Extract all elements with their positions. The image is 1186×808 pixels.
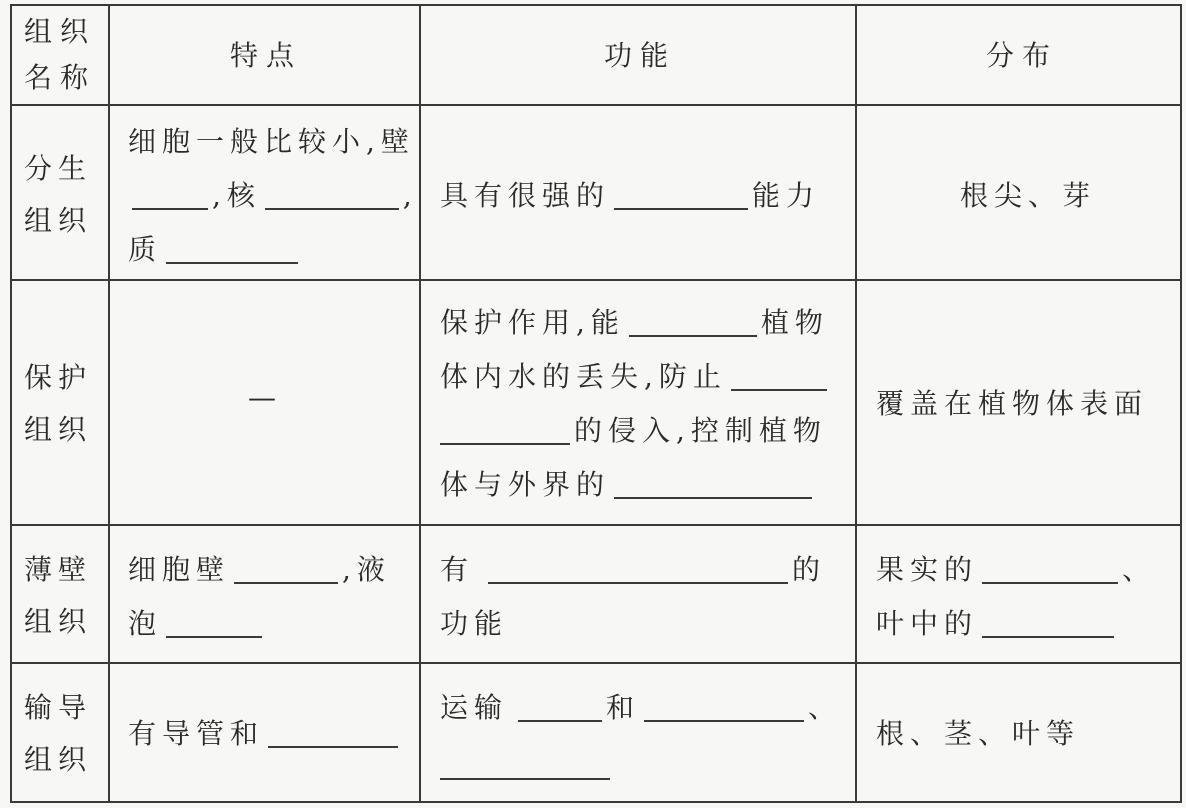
row1-feature-comma: , — [402, 179, 418, 212]
row1-name-line2: 组织 — [24, 204, 93, 237]
fill-blank[interactable] — [614, 471, 812, 499]
row-divider — [10, 662, 1182, 664]
row4-function-line2 — [440, 752, 614, 780]
column-divider — [108, 4, 110, 803]
row2-function-invasion: 的侵入,控制植物 — [574, 414, 827, 447]
fill-blank[interactable] — [166, 610, 262, 638]
fill-blank[interactable] — [518, 694, 602, 722]
row4-function-line1 — [440, 691, 843, 724]
row1-feature-core: ,核 — [212, 179, 261, 212]
row1-function — [440, 179, 821, 212]
column-divider — [419, 4, 421, 803]
row3-function-have: 有 — [440, 553, 475, 586]
row2-function-text: 保护作用,能 — [440, 306, 625, 339]
fill-blank[interactable] — [440, 752, 610, 780]
row3-function-line2: 功能 — [440, 607, 509, 640]
row2-function-plant: 植物 — [760, 306, 829, 339]
fill-blank[interactable] — [440, 417, 570, 445]
row1-function-text: 具有很强的 — [440, 179, 611, 212]
fill-blank[interactable] — [614, 182, 748, 210]
header-name-line2: 名称 — [24, 61, 97, 94]
row3-distribution-sep: 、 — [1122, 553, 1157, 586]
header-distribution: 分布 — [986, 39, 1059, 72]
fill-blank[interactable] — [265, 182, 399, 210]
fill-blank[interactable] — [644, 694, 804, 722]
row4-function-sep: 、 — [808, 691, 843, 724]
header-name-line1: 组织 — [24, 15, 97, 48]
header-function: 功能 — [604, 39, 677, 72]
row2-function-line3 — [440, 414, 827, 447]
fill-blank[interactable] — [629, 309, 757, 337]
fill-blank[interactable] — [982, 556, 1118, 584]
fill-blank[interactable] — [132, 182, 208, 210]
row2-function-line2 — [440, 360, 831, 393]
row4-feature-text: 有导管和 — [128, 717, 265, 750]
row3-function-of: 的 — [792, 553, 827, 586]
row2-function-line1 — [440, 306, 829, 339]
row3-feature-vacuole: ,液 — [342, 553, 391, 586]
table-border-bottom — [10, 801, 1182, 803]
table-border-right — [1180, 4, 1182, 803]
fill-blank[interactable] — [166, 236, 298, 264]
fill-blank[interactable] — [731, 363, 827, 391]
row2-function-line4 — [440, 468, 816, 501]
row4-feature — [128, 717, 402, 750]
row1-function-ability: 能力 — [752, 179, 821, 212]
row2-function-exchange: 体与外界的 — [440, 468, 611, 501]
row2-function-prevent: 体内水的丢失,防止 — [440, 360, 727, 393]
table-border-top — [10, 4, 1182, 6]
row4-name-line2: 组织 — [24, 743, 93, 776]
row3-distribution-leaf: 叶中的 — [876, 607, 979, 640]
row3-distribution-fruit: 果实的 — [876, 553, 979, 586]
row1-feature-line3 — [128, 233, 302, 266]
header-feature: 特点 — [230, 39, 303, 72]
fill-blank[interactable] — [488, 556, 788, 584]
row3-distribution-line2 — [876, 607, 1118, 640]
row2-distribution: 覆盖在植物体表面 — [876, 387, 1149, 420]
row1-feature-line1: 细胞一般比较小,壁 — [128, 125, 415, 158]
row3-feature-line2 — [128, 607, 266, 640]
row-divider — [10, 524, 1182, 526]
row4-distribution: 根、茎、叶等 — [876, 717, 1081, 750]
row2-name-line1: 保护 — [24, 361, 93, 394]
row4-function-transport: 运输 — [440, 691, 509, 724]
column-divider — [855, 4, 857, 803]
row4-name-line1: 输导 — [24, 691, 93, 724]
fill-blank[interactable] — [268, 720, 398, 748]
row3-distribution-line1 — [876, 553, 1157, 586]
fill-blank[interactable] — [982, 610, 1114, 638]
row3-name-line1: 薄壁 — [24, 553, 93, 586]
row3-function-line1 — [440, 553, 827, 586]
row4-function-and: 和 — [606, 691, 641, 724]
row3-feature-wall: 细胞壁 — [128, 553, 231, 586]
row1-feature-line2 — [128, 179, 418, 212]
row1-feature-cytoplasm: 质 — [128, 233, 163, 266]
row3-feature-line1 — [128, 553, 391, 586]
table-border-left — [10, 4, 12, 803]
row2-name-line2: 组织 — [24, 413, 93, 446]
row1-name-line1: 分生 — [24, 152, 93, 185]
row3-name-line2: 组织 — [24, 605, 93, 638]
row2-feature-dash: — — [248, 381, 282, 414]
header-divider — [10, 104, 1182, 106]
row-divider — [10, 279, 1182, 281]
fill-blank[interactable] — [234, 556, 338, 584]
row1-distribution: 根尖、芽 — [960, 179, 1097, 212]
row3-feature-bubble: 泡 — [128, 607, 163, 640]
